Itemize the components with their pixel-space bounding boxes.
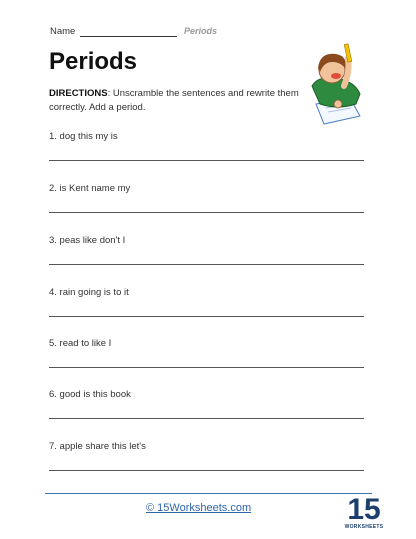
question-3: 3. peas like don't I xyxy=(49,235,126,246)
page-title: Periods xyxy=(49,48,138,75)
subject-label: Periods xyxy=(184,26,218,36)
name-line[interactable] xyxy=(80,36,177,37)
question-2: 2. is Kent name my xyxy=(49,183,131,194)
question-6: 6. good is this book xyxy=(49,389,131,400)
answer-line-1[interactable] xyxy=(49,160,364,161)
copyright-link[interactable]: © 15Worksheets.com xyxy=(146,502,252,514)
footer-divider xyxy=(45,493,372,494)
name-label: Name xyxy=(50,26,76,37)
question-4: 4. rain going is to it xyxy=(49,287,129,298)
directions-label: DIRECTIONS xyxy=(49,88,108,99)
answer-line-7[interactable] xyxy=(49,470,364,471)
question-5: 5. read to like I xyxy=(49,338,112,349)
answer-line-5[interactable] xyxy=(49,367,364,368)
directions xyxy=(49,87,299,115)
15worksheets-logo xyxy=(344,489,384,531)
question-1: 1. dog this my is xyxy=(49,131,118,142)
question-7: 7. apple share this let's xyxy=(49,441,146,452)
answer-line-4[interactable] xyxy=(49,316,364,317)
student-writing-illustration xyxy=(298,42,372,126)
answer-line-3[interactable] xyxy=(49,264,364,265)
logo-number: 15 xyxy=(347,493,381,526)
answer-line-6[interactable] xyxy=(49,418,364,419)
answer-line-2[interactable] xyxy=(49,212,364,213)
logo-text: WORKSHEETS xyxy=(344,524,384,530)
directions-text: : Unscramble the sentences and rewrite them correctly. Add a period. xyxy=(49,88,299,113)
